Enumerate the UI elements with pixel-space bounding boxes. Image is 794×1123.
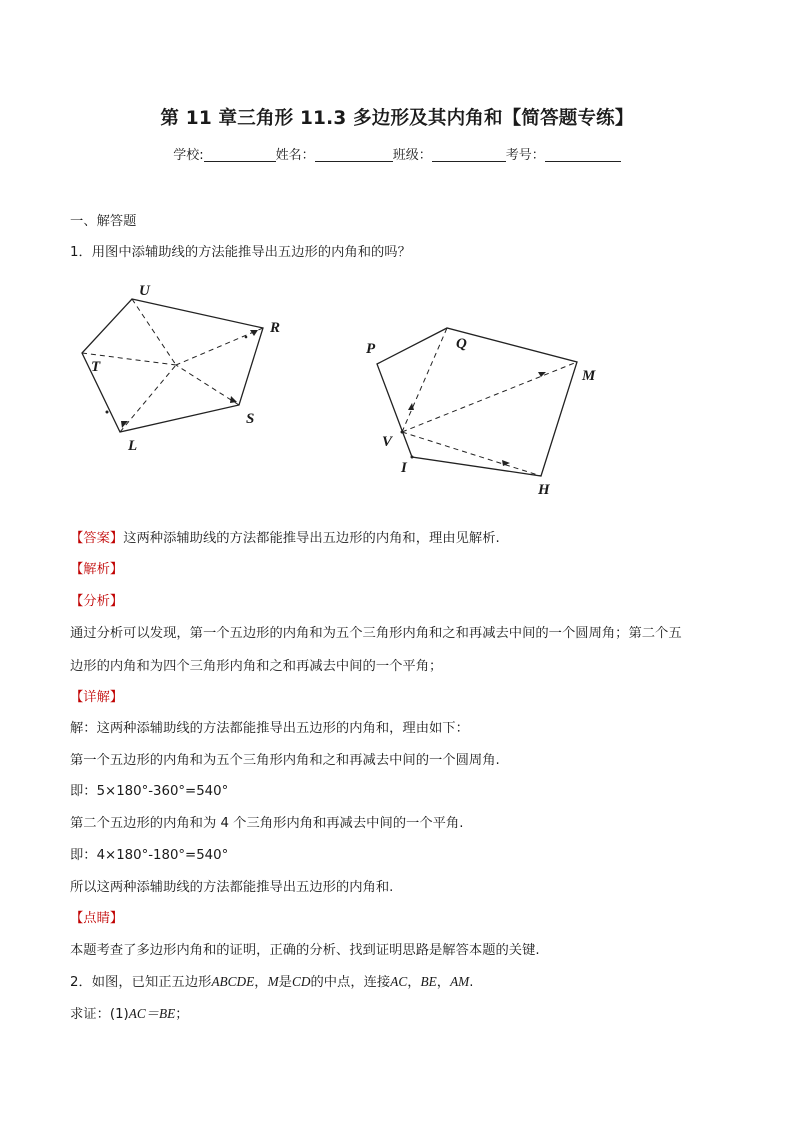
label-h: H [538, 482, 550, 498]
q2-text: ， [436, 975, 451, 990]
arrowhead-icon [230, 396, 237, 403]
answer-text: 这两种添辅助线的方法都能推导出五边形的内角和，理由见解析. [123, 531, 500, 546]
q2-point-m: M [267, 974, 279, 989]
label-u: U [139, 283, 150, 299]
class-label: 班级： [392, 148, 432, 163]
label-t: T [91, 359, 101, 375]
xiangjie-line-5: 即：4×180°-180°=540° [70, 848, 229, 863]
jiexi-tag: 【解析】 [70, 562, 124, 577]
name-label: 姓名： [275, 148, 315, 163]
fenxi-tag: 【分析】 [70, 594, 124, 609]
dot-icon [106, 411, 109, 414]
question-2-line-1 [70, 971, 474, 990]
q2-segment-am: AM [450, 974, 470, 989]
dashed-line-vq [402, 328, 447, 432]
q2-segment-cd: CD [291, 974, 311, 989]
dashed-line-vh [402, 432, 541, 476]
dashed-line-u [132, 299, 176, 365]
xiangjie-line-3: 即：5×180°-360°=540° [70, 784, 229, 799]
label-r: R [270, 320, 281, 336]
dashed-line-l [120, 365, 176, 432]
dashed-line-s [176, 365, 239, 405]
q2-segment-ac: AC [390, 974, 408, 989]
q2-text: ， [254, 975, 268, 990]
label-q: Q [456, 336, 467, 352]
xiangjie-line-2: 第一个五边形的内角和为五个三角形内角和之和再减去中间的一个圆周角. [70, 753, 500, 768]
dianjing-text: 本题考查了多边形内角和的证明，正确的分析、找到证明思路是解答本题的关键. [70, 943, 540, 958]
fenxi-line-2: 边形的内角和为四个三角形内角和之和再减去中间的一个平角； [70, 659, 443, 674]
xiangjie-line-1: 解：这两种添辅助线的方法都能推导出五边形的内角和，理由如下： [70, 721, 469, 736]
q2-text: 的中点，连接 [310, 975, 391, 990]
fenxi-line-1: 通过分析可以发现，第一个五边形的内角和为五个三角形内角和之和再减去中间的一个圆周角；第二个五 [70, 626, 682, 641]
label-v: V [382, 434, 393, 450]
q2-equation: AC＝BE [128, 1006, 176, 1021]
point-v [401, 431, 404, 434]
q2-text: ； [175, 1007, 189, 1022]
arrowhead-icon [121, 421, 128, 428]
label-i: I [401, 460, 407, 476]
pentagon-1-outline [82, 299, 263, 432]
question-2-line-2 [70, 1003, 189, 1022]
q2-text: 求证：(1) [70, 1007, 129, 1022]
question-1-text: 1．用图中添辅助线的方法能推导出五边形的内角和的吗？ [70, 245, 411, 260]
label-p: P [366, 341, 376, 357]
q2-text: . [469, 975, 474, 990]
q2-segment-be: BE [420, 974, 437, 989]
section-heading: 一、解答题 [70, 214, 137, 229]
xiangjie-line-4: 第二个五边形的内角和为 4 个三角形内角和再减去中间的一个平角. [70, 816, 464, 831]
point-i [411, 456, 414, 459]
label-s: S [246, 411, 255, 427]
page-title: 第 11 章三角形 11.3 多边形及其内角和【简答题专练】 [160, 108, 634, 129]
q2-text: 2．如图，已知正五边形 [70, 975, 212, 990]
xiangjie-line-6: 所以这两种添辅助线的方法都能推导出五边形的内角和. [70, 880, 394, 895]
pentagon-2-outline [377, 328, 577, 476]
school-label: 学校: [173, 148, 204, 163]
xiangjie-tag: 【详解】 [70, 690, 124, 705]
label-l: L [128, 438, 138, 454]
answer-tag: 【答案】 [70, 531, 124, 546]
number-label: 考号： [505, 148, 545, 163]
answer-line [70, 527, 500, 546]
dianjing-tag: 【点睛】 [70, 911, 124, 926]
q2-text: ， [407, 975, 421, 990]
q2-polygon-name: ABCDE [211, 974, 255, 989]
q2-text: 是 [278, 975, 292, 990]
dashed-line-r [176, 328, 263, 365]
dot-icon [245, 336, 248, 339]
label-m: M [582, 368, 596, 384]
